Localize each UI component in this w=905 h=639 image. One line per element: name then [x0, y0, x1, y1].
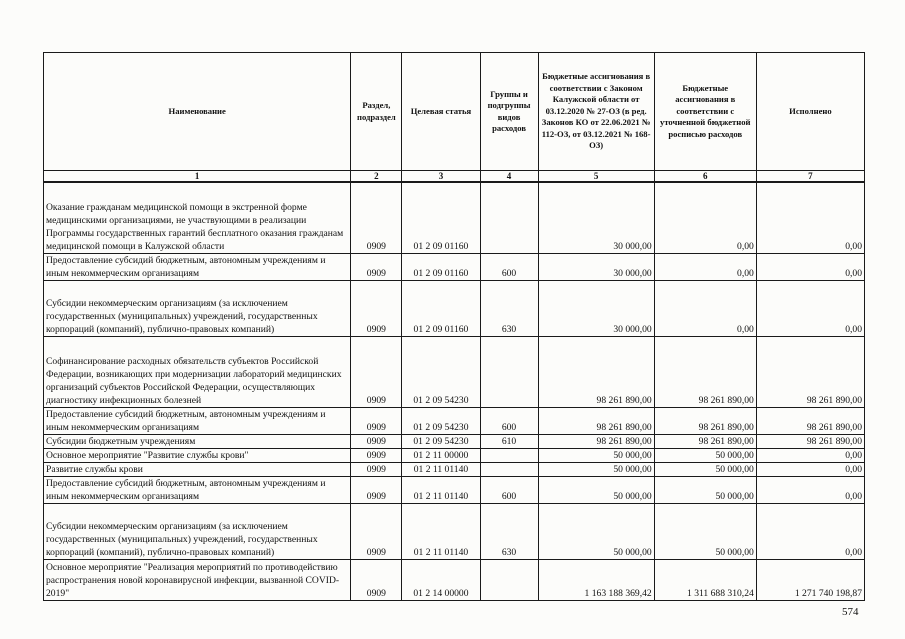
row-section: 0909	[351, 503, 402, 559]
row-section: 0909	[351, 462, 402, 476]
table-row	[44, 336, 865, 407]
row-name: Субсидии некоммерческим организациям (за исключением государственных (муниципальных) учреждений, государственных корпораций (компаний), публично-правовых компаний)	[44, 503, 351, 559]
row-section: 0909	[351, 182, 402, 253]
row-expense-group	[480, 336, 538, 407]
header-target-article: Целевая статья	[402, 53, 480, 171]
row-name: Основное мероприятие "Развитие службы крови"	[44, 448, 351, 462]
row-law-amount: 98 261 890,00	[538, 434, 654, 448]
row-law-amount: 50 000,00	[538, 503, 654, 559]
row-executed-amount: 0,00	[756, 280, 864, 336]
row-plan-amount: 0,00	[654, 182, 756, 253]
row-executed-amount: 98 261 890,00	[756, 407, 864, 434]
table-row	[44, 253, 865, 280]
row-plan-amount: 0,00	[654, 280, 756, 336]
header-executed: Исполнено	[756, 53, 864, 171]
row-name: Предоставление субсидий бюджетным, автономным учреждениям и иным некоммерческим организациям	[44, 476, 351, 503]
table-row	[44, 559, 865, 600]
row-executed-amount: 0,00	[756, 448, 864, 462]
row-law-amount: 50 000,00	[538, 448, 654, 462]
row-target-article: 01 2 14 00000	[402, 559, 480, 600]
row-executed-amount: 0,00	[756, 462, 864, 476]
row-executed-amount: 0,00	[756, 253, 864, 280]
row-target-article: 01 2 11 01140	[402, 462, 480, 476]
row-law-amount: 98 261 890,00	[538, 336, 654, 407]
row-plan-amount: 50 000,00	[654, 503, 756, 559]
row-name: Субсидии некоммерческим организациям (за исключением государственных (муниципальных) учреждений, государственных корпораций (компаний), публично-правовых компаний)	[44, 280, 351, 336]
row-law-amount: 1 163 188 369,42	[538, 559, 654, 600]
row-name: Субсидии бюджетным учреждениям	[44, 434, 351, 448]
row-executed-amount: 0,00	[756, 503, 864, 559]
row-target-article: 01 2 09 54230	[402, 336, 480, 407]
row-expense-group: 630	[480, 280, 538, 336]
row-law-amount: 30 000,00	[538, 280, 654, 336]
row-name: Основное мероприятие "Реализация мероприятий по противодействию распространения новой коронавирусной инфекции, вызванной COVID-2019"	[44, 559, 351, 600]
row-plan-amount: 98 261 890,00	[654, 336, 756, 407]
row-plan-amount: 98 261 890,00	[654, 407, 756, 434]
row-expense-group: 610	[480, 434, 538, 448]
column-number: 1	[44, 171, 351, 183]
row-executed-amount: 98 261 890,00	[756, 336, 864, 407]
row-plan-amount: 0,00	[654, 253, 756, 280]
row-expense-group	[480, 559, 538, 600]
table-row	[44, 407, 865, 434]
row-law-amount: 50 000,00	[538, 462, 654, 476]
table-row	[44, 503, 865, 559]
header-name: Наименование	[44, 53, 351, 171]
row-section: 0909	[351, 336, 402, 407]
row-expense-group: 600	[480, 253, 538, 280]
row-plan-amount: 1 311 688 310,24	[654, 559, 756, 600]
row-executed-amount: 98 261 890,00	[756, 434, 864, 448]
row-law-amount: 30 000,00	[538, 253, 654, 280]
header-row	[44, 53, 865, 171]
header-budget-schedule: Бюджетные ассигнования в соответствии с уточненной бюджетной росписью расходов	[654, 53, 756, 171]
row-law-amount: 98 261 890,00	[538, 407, 654, 434]
budget-table	[43, 52, 865, 601]
row-name: Предоставление субсидий бюджетным, автономным учреждениям и иным некоммерческим организациям	[44, 253, 351, 280]
column-number: 6	[654, 171, 756, 183]
row-plan-amount: 50 000,00	[654, 448, 756, 462]
row-section: 0909	[351, 448, 402, 462]
row-target-article: 01 2 09 54230	[402, 434, 480, 448]
row-target-article: 01 2 09 01160	[402, 253, 480, 280]
row-section: 0909	[351, 407, 402, 434]
row-section: 0909	[351, 559, 402, 600]
row-expense-group: 600	[480, 476, 538, 503]
row-target-article: 01 2 11 00000	[402, 448, 480, 462]
row-plan-amount: 98 261 890,00	[654, 434, 756, 448]
row-target-article: 01 2 11 01140	[402, 503, 480, 559]
row-name: Развитие службы крови	[44, 462, 351, 476]
row-name: Софинансирование расходных обязательств субъектов Российской Федерации, возникающих при модернизации лабораторий медицинских организаций субъектов Российской Федерации, осуществляющих диагностику инфекционных болезней	[44, 336, 351, 407]
column-number-row	[44, 171, 865, 183]
row-plan-amount: 50 000,00	[654, 476, 756, 503]
row-section: 0909	[351, 253, 402, 280]
row-section: 0909	[351, 280, 402, 336]
column-number: 3	[402, 171, 480, 183]
header-section: Раздел, подраздел	[351, 53, 402, 171]
row-target-article: 01 2 11 01140	[402, 476, 480, 503]
table-row	[44, 462, 865, 476]
header-expense-groups: Группы и подгруппы видов расходов	[480, 53, 538, 171]
column-number: 4	[480, 171, 538, 183]
row-expense-group	[480, 182, 538, 253]
row-plan-amount: 50 000,00	[654, 462, 756, 476]
row-name: Оказание гражданам медицинской помощи в экстренной форме медицинскими организациями, не участвующими в реализации Программы государственных гарантий бесплатного оказания гражданам медицинской помощи в Калужской области	[44, 182, 351, 253]
row-target-article: 01 2 09 54230	[402, 407, 480, 434]
row-target-article: 01 2 09 01160	[402, 280, 480, 336]
row-expense-group	[480, 448, 538, 462]
row-executed-amount: 0,00	[756, 182, 864, 253]
row-section: 0909	[351, 476, 402, 503]
row-target-article: 01 2 09 01160	[402, 182, 480, 253]
row-expense-group: 630	[480, 503, 538, 559]
row-executed-amount: 1 271 740 198,87	[756, 559, 864, 600]
table-row	[44, 182, 865, 253]
row-expense-group	[480, 462, 538, 476]
row-expense-group: 600	[480, 407, 538, 434]
table-row	[44, 280, 865, 336]
table-row	[44, 476, 865, 503]
row-section: 0909	[351, 434, 402, 448]
row-law-amount: 50 000,00	[538, 476, 654, 503]
row-name: Предоставление субсидий бюджетным, автономным учреждениям и иным некоммерческим организациям	[44, 407, 351, 434]
row-law-amount: 30 000,00	[538, 182, 654, 253]
column-number: 7	[756, 171, 864, 183]
column-number: 2	[351, 171, 402, 183]
table-row	[44, 434, 865, 448]
page-number: 574	[842, 606, 859, 618]
row-executed-amount: 0,00	[756, 476, 864, 503]
column-number: 5	[538, 171, 654, 183]
table-row	[44, 448, 865, 462]
header-law-allocations: Бюджетные ассигнования в соответствии с Законом Калужской области от 03.12.2020 № 27-ОЗ (в ред. Законов КО от 22.06.2021 № 112-ОЗ, от 03.12.2021 № 168-ОЗ)	[538, 53, 654, 171]
